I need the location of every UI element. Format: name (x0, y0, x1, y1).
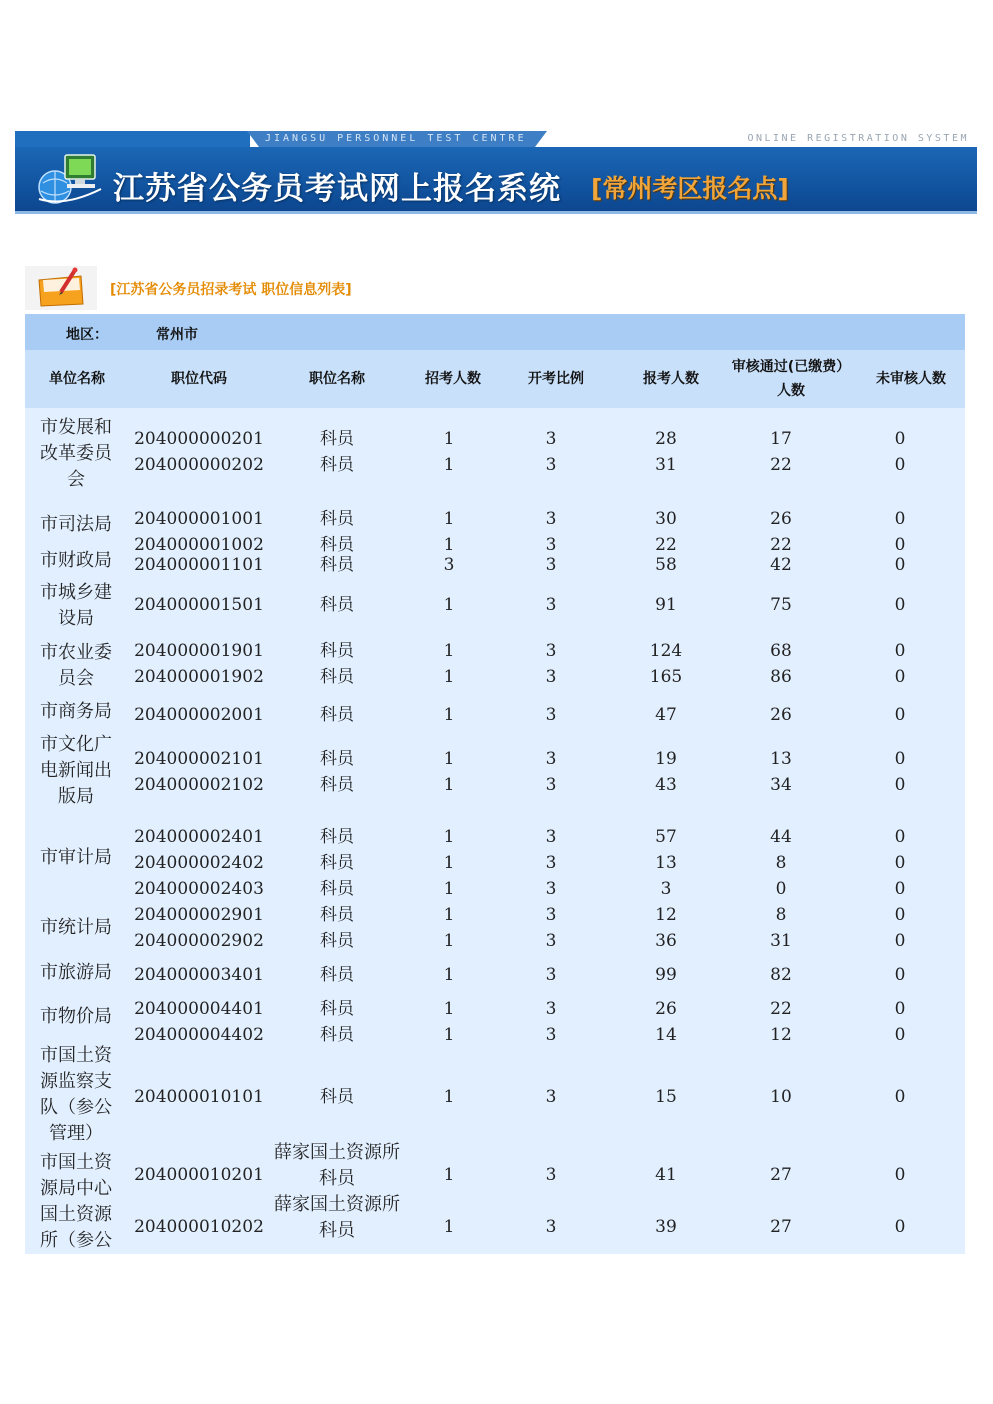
unit-group (25, 696, 965, 728)
table-row (25, 902, 965, 928)
cell-name: 科员 (320, 999, 354, 1019)
cell-pending: 0 (894, 879, 906, 899)
cell-ratio: 3 (545, 1165, 557, 1185)
table-row (25, 772, 965, 798)
cell-ratio: 3 (545, 509, 557, 529)
cell-name: 科员 (320, 509, 354, 529)
table-body (25, 408, 965, 1254)
cell-applied: 12 (655, 905, 677, 925)
region-value: 常州市 (156, 327, 198, 343)
unit-group (25, 408, 965, 496)
unit-name: 市物价局 (40, 1006, 112, 1027)
cell-code: 204000001002 (134, 535, 264, 555)
section-title: [江苏省公务员招录考试 职位信息列表] (110, 282, 352, 298)
cell-applied: 15 (655, 1087, 677, 1107)
table-row (25, 1084, 965, 1110)
cell-num: 1 (443, 827, 455, 847)
cell-num: 1 (443, 429, 455, 449)
cell-passed: 10 (770, 1087, 792, 1107)
cell-pending: 0 (894, 965, 906, 985)
cell-pending: 0 (894, 1217, 906, 1237)
cell-passed: 34 (770, 775, 792, 795)
cell-num: 1 (443, 775, 455, 795)
cell-applied: 57 (655, 827, 677, 847)
banner-subtitle-right: ONLINE REGISTRATION SYSTEM (747, 133, 969, 144)
cell-pending: 0 (894, 667, 906, 687)
region-label: 地区： (66, 327, 108, 343)
cell-name: 科员 (320, 879, 354, 899)
table-row (25, 664, 965, 690)
cell-code: 204000002403 (134, 879, 264, 899)
unit-group (25, 728, 965, 814)
cell-num: 1 (443, 455, 455, 475)
cell-code: 204000002901 (134, 905, 264, 925)
cell-code: 204000002102 (134, 775, 264, 795)
unit-group (25, 814, 965, 899)
cell-passed: 27 (770, 1217, 792, 1237)
table-header (25, 350, 965, 408)
table-row (25, 452, 965, 478)
cell-pending: 0 (894, 999, 906, 1019)
cell-pending: 0 (894, 1087, 906, 1107)
col-approved-paid-count: 人数 (777, 383, 805, 399)
cell-passed: 31 (770, 931, 792, 951)
cell-passed: 17 (770, 429, 792, 449)
cell-code: 204000001501 (134, 595, 264, 615)
cell-pending: 0 (894, 509, 906, 529)
cell-code: 204000001101 (134, 555, 264, 575)
cell-pending: 0 (894, 905, 906, 925)
cell-pending: 0 (894, 455, 906, 475)
cell-ratio: 3 (545, 1217, 557, 1237)
unit-group (25, 546, 965, 576)
cell-ratio: 3 (545, 1025, 557, 1045)
table-row (25, 1142, 965, 1189)
unit-name: 市统计局 (40, 917, 112, 938)
cell-code: 204000004401 (134, 999, 264, 1019)
cell-applied: 14 (655, 1025, 677, 1045)
cell-passed: 12 (770, 1025, 792, 1045)
unit-name: 国土资源所（参公 (40, 1204, 112, 1251)
cell-code: 204000002101 (134, 749, 264, 769)
cell-passed: 42 (770, 555, 792, 575)
cell-code: 204000002001 (134, 705, 264, 725)
unit-group (25, 896, 965, 956)
cell-name: 薛家国土资源所科员 (274, 1194, 400, 1241)
unit-name: 市旅游局 (40, 962, 112, 983)
cell-passed: 22 (770, 999, 792, 1019)
cell-num: 1 (443, 1025, 455, 1045)
position-table (25, 314, 965, 1254)
banner-title: 江苏省公务员考试网上报名系统 (113, 171, 561, 207)
cell-ratio: 3 (545, 535, 557, 555)
cell-passed: 8 (775, 905, 787, 925)
cell-passed: 22 (770, 535, 792, 555)
cell-num: 1 (443, 1165, 455, 1185)
computer-globe-icon (35, 149, 105, 207)
cell-passed: 82 (770, 965, 792, 985)
cell-num: 1 (443, 879, 455, 899)
cell-passed: 26 (770, 705, 792, 725)
table-row (25, 702, 965, 728)
cell-num: 1 (443, 705, 455, 725)
unit-group (25, 576, 965, 632)
cell-passed: 0 (775, 879, 787, 899)
cell-ratio: 3 (545, 705, 557, 725)
cell-applied: 31 (655, 455, 677, 475)
cell-name: 薛家国土资源所科员 (274, 1142, 400, 1189)
cell-applied: 41 (655, 1165, 677, 1185)
cell-code: 204000003401 (134, 965, 264, 985)
cell-name: 科员 (320, 905, 354, 925)
cell-applied: 39 (655, 1217, 677, 1237)
cell-passed: 75 (770, 595, 792, 615)
cell-name: 科员 (320, 595, 354, 615)
site-banner (15, 131, 977, 214)
cell-passed: 13 (770, 749, 792, 769)
col-applicants: 报考人数 (643, 371, 699, 387)
col-position-code: 职位代码 (171, 371, 227, 387)
cell-pending: 0 (894, 1025, 906, 1045)
table-row (25, 638, 965, 664)
cell-name: 科员 (320, 535, 354, 555)
cell-ratio: 3 (545, 641, 557, 661)
cell-ratio: 3 (545, 905, 557, 925)
cell-passed: 44 (770, 827, 792, 847)
col-exam-ratio: 开考比例 (528, 371, 584, 387)
cell-pending: 0 (894, 429, 906, 449)
cell-name: 科员 (320, 853, 354, 873)
cell-ratio: 3 (545, 667, 557, 687)
cell-ratio: 3 (545, 853, 557, 873)
cell-code: 204000000201 (134, 429, 264, 449)
cell-passed: 22 (770, 455, 792, 475)
cell-num: 1 (443, 535, 455, 555)
notepad-pen-icon (25, 266, 97, 310)
cell-applied: 43 (655, 775, 677, 795)
cell-name: 科员 (320, 1087, 354, 1107)
cell-pending: 0 (894, 775, 906, 795)
cell-applied: 22 (655, 535, 677, 555)
cell-applied: 19 (655, 749, 677, 769)
cell-name: 科员 (320, 705, 354, 725)
cell-code: 204000002902 (134, 931, 264, 951)
cell-name: 科员 (320, 667, 354, 687)
cell-name: 科员 (320, 641, 354, 661)
cell-num: 1 (443, 999, 455, 1019)
cell-ratio: 3 (545, 429, 557, 449)
cell-name: 科员 (320, 429, 354, 449)
cell-name: 科员 (320, 749, 354, 769)
table-row (25, 928, 965, 954)
unit-name: 市城乡建设局 (40, 582, 112, 629)
cell-ratio: 3 (545, 595, 557, 615)
unit-name: 市司法局 (40, 514, 112, 535)
cell-num: 3 (443, 555, 455, 575)
unit-group (25, 956, 965, 990)
unit-name: 市商务局 (40, 701, 112, 722)
cell-num: 1 (443, 931, 455, 951)
cell-passed: 86 (770, 667, 792, 687)
cell-pending: 0 (894, 705, 906, 725)
cell-pending: 0 (894, 535, 906, 555)
col-approved-paid: 审核通过(已缴费） (731, 359, 851, 375)
cell-ratio: 3 (545, 775, 557, 795)
region-row (25, 314, 965, 350)
cell-code: 204000002402 (134, 853, 264, 873)
table-row (25, 746, 965, 772)
cell-passed: 26 (770, 509, 792, 529)
cell-applied: 47 (655, 705, 677, 725)
unit-name: 市文化广电新闻出版局 (40, 734, 112, 807)
table-row (25, 592, 965, 618)
unit-name: 市财政局 (40, 550, 112, 571)
banner-subtitle: JIANGSU PERSONNEL TEST CENTRE (265, 133, 527, 144)
cell-passed: 27 (770, 1165, 792, 1185)
cell-applied: 36 (655, 931, 677, 951)
cell-code: 204000010201 (134, 1165, 264, 1185)
cell-num: 1 (443, 667, 455, 687)
col-position-name: 职位名称 (309, 371, 365, 387)
cell-code: 204000001901 (134, 641, 264, 661)
cell-num: 1 (443, 1087, 455, 1107)
cell-name: 科员 (320, 827, 354, 847)
cell-pending: 0 (894, 1165, 906, 1185)
cell-ratio: 3 (545, 749, 557, 769)
cell-pending: 0 (894, 749, 906, 769)
table-row (25, 552, 965, 578)
cell-applied: 99 (655, 965, 677, 985)
cell-ratio: 3 (545, 555, 557, 575)
cell-ratio: 3 (545, 827, 557, 847)
cell-ratio: 3 (545, 879, 557, 899)
cell-pending: 0 (894, 595, 906, 615)
cell-applied: 124 (649, 641, 683, 661)
table-row (25, 996, 965, 1022)
col-pending: 未审核人数 (876, 371, 946, 387)
cell-ratio: 3 (545, 999, 557, 1019)
unit-group (25, 632, 965, 696)
unit-group (25, 990, 965, 1045)
col-hire-count: 招考人数 (425, 371, 481, 387)
cell-num: 1 (443, 853, 455, 873)
cell-name: 科员 (320, 965, 354, 985)
cell-applied: 13 (655, 853, 677, 873)
cell-name: 科员 (320, 1025, 354, 1045)
cell-ratio: 3 (545, 455, 557, 475)
cell-code: 204000010101 (134, 1087, 264, 1107)
cell-num: 1 (443, 905, 455, 925)
table-row (25, 824, 965, 850)
cell-applied: 58 (655, 555, 677, 575)
cell-num: 1 (443, 965, 455, 985)
unit-group (25, 1040, 965, 1150)
cell-code: 204000004402 (134, 1025, 264, 1045)
unit-name: 市国土资源局中心 (40, 1152, 112, 1199)
cell-name: 科员 (320, 775, 354, 795)
cell-num: 1 (443, 509, 455, 529)
table-row (25, 426, 965, 452)
cell-code: 204000010202 (134, 1217, 264, 1237)
table-row (25, 962, 965, 988)
unit-name: 市国土资源监察支队（参公管理） (40, 1045, 112, 1144)
table-row (25, 506, 965, 532)
cell-num: 1 (443, 749, 455, 769)
cell-pending: 0 (894, 931, 906, 951)
col-unit-name: 单位名称 (49, 371, 105, 387)
cell-passed: 8 (775, 853, 787, 873)
cell-name: 科员 (320, 555, 354, 575)
cell-num: 1 (443, 595, 455, 615)
cell-pending: 0 (894, 641, 906, 661)
banner-tab-left (15, 131, 250, 147)
cell-ratio: 3 (545, 1087, 557, 1107)
table-row (25, 850, 965, 876)
unit-name: 市审计局 (40, 847, 112, 868)
cell-passed: 68 (770, 641, 792, 661)
cell-name: 科员 (320, 931, 354, 951)
cell-applied: 30 (655, 509, 677, 529)
cell-code: 204000000202 (134, 455, 264, 475)
cell-applied: 26 (655, 999, 677, 1019)
table-row (25, 1194, 965, 1241)
unit-group (25, 1142, 965, 1202)
cell-pending: 0 (894, 555, 906, 575)
cell-applied: 91 (655, 595, 677, 615)
banner-site-name: [常州考区报名点] (591, 174, 789, 203)
unit-group (25, 1194, 965, 1254)
cell-pending: 0 (894, 853, 906, 873)
cell-ratio: 3 (545, 931, 557, 951)
cell-code: 204000001902 (134, 667, 264, 687)
unit-name: 市发展和改革委员会 (40, 417, 112, 490)
cell-pending: 0 (894, 827, 906, 847)
cell-applied: 28 (655, 429, 677, 449)
cell-applied: 3 (660, 879, 672, 899)
cell-name: 科员 (320, 455, 354, 475)
cell-code: 204000001001 (134, 509, 264, 529)
cell-num: 1 (443, 1217, 455, 1237)
cell-code: 204000002401 (134, 827, 264, 847)
unit-group (25, 496, 965, 555)
cell-applied: 165 (649, 667, 683, 687)
unit-name: 市农业委员会 (40, 642, 112, 689)
cell-ratio: 3 (545, 965, 557, 985)
cell-num: 1 (443, 641, 455, 661)
